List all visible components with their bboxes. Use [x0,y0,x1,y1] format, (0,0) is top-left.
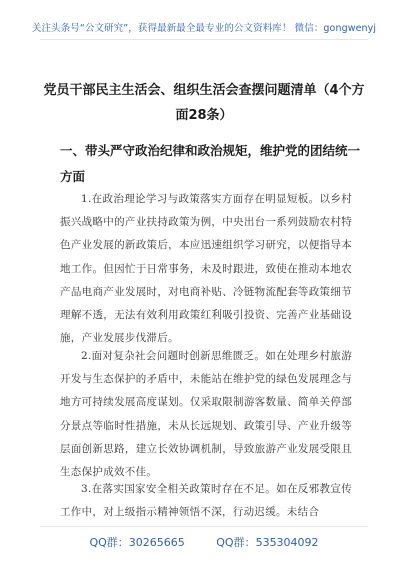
footer-divider [40,526,368,527]
footer [0,534,408,550]
footer-qq-group-1: QQ群：30265665 [89,536,185,549]
paragraph-2: 2.面对复杂社会问题时创新思维匮乏。如在处理乡村旅游开发与生态保护的矛盾中，未能站在维护党的绿色发展理念与地方可持续发展高度谋划。仅采取限制游客数量、简单关停部分景点等临时性措施，未从长远规划、政策引导、产业升级等层面创新思路，建立长效协调机制，导致旅游产业发展受限且生态保护成效不佳。 [60,350,352,479]
document-title: 党员干部民主生活会、组织生活会查摆问题清单（4个方面28条） [43,83,365,123]
header-divider [40,39,368,40]
section-heading: 一、带头严守政治纪律和政治规矩，维护党的团结统一方面 [60,143,361,184]
paragraph-1: 1.在政治理论学习与政策落实方面存在明显短板。以乡村振兴战略中的产业扶持政策为例，中央出台一系列鼓励农村特色产业发展的新政策后，本应迅速组织学习研究，以便指导本地工作。但因忙于日常事务，未及时跟进，致使在推动本地农产品电商产业发展时，对电商补贴、冷链物流配套等政策细节理解不透，无法有效利用政策红利吸引投资、完善产业基础设施，产业发展步伐滞后。 [60,193,352,345]
header-notice: 关注头条号“公文研究”，获得最新最全最专业的公文资料库！ 微信：gongwenyj [31,23,377,34]
paragraph-3: 3.在落实国家安全相关政策时存在不足。如在反邪教宣传工作中，对上级指示精神领悟不深，行动迟缓。未结合 [60,483,352,519]
footer-qq-group-2: QQ群：535304092 [216,536,319,549]
